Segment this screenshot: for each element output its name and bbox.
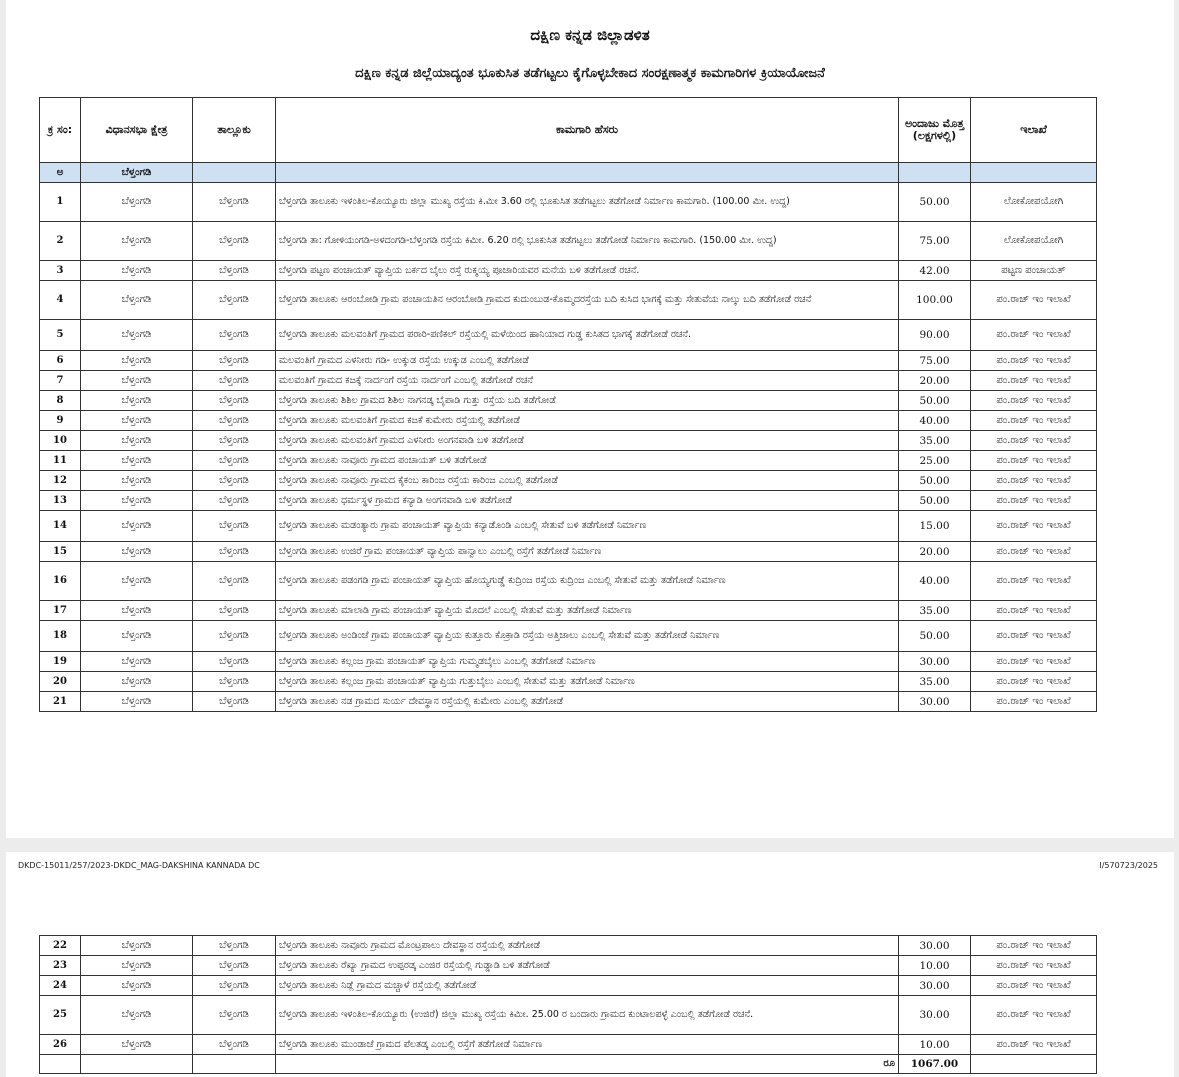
row-serial: 8 [40,391,81,411]
row-taluk: ಬೆಳ್ತಂಗಡಿ [193,672,276,692]
row-department: ಪಂ.ರಾಜ್ ಇಂ ಇಲಾಖೆ [971,652,1097,672]
row-serial: 21 [40,692,81,712]
row-taluk: ಬೆಳ್ತಂಗಡಿ [193,652,276,672]
row-amount: 15.00 [899,511,971,542]
works-table-continued [39,935,1097,1074]
row-amount: 10.00 [899,1035,971,1055]
row-taluk: ಬೆಳ್ತಂಗಡಿ [193,542,276,562]
table-header-row [40,98,1097,163]
row-serial: 20 [40,672,81,692]
row-constituency: ಬೆಳ್ತಂಗಡಿ [81,351,193,371]
header-amount: ಅಂದಾಜು ಮೊತ್ತ (ಲಕ್ಷಗಳಲ್ಲಿ) [899,98,971,163]
row-serial: 16 [40,562,81,601]
file-reference: DKDC-15011/257/2023-DKDC_MAG-DAKSHINA KANNADA DC [18,861,260,870]
total-label: ರೂ [276,1055,899,1074]
row-taluk: ಬೆಳ್ತಂಗಡಿ [193,976,276,996]
row-serial: 10 [40,431,81,451]
table-row [40,996,1097,1035]
row-serial: 17 [40,601,81,621]
table-row [40,351,1097,371]
table-row [40,371,1097,391]
row-department: ಪಟ್ಟಣ ಪಂಚಾಯತ್ [971,261,1097,281]
row-constituency: ಬೆಳ್ತಂಗಡಿ [81,471,193,491]
row-serial: 18 [40,621,81,652]
section-name: ಬೆಳ್ತಂಗಡಿ [81,163,193,183]
row-department: ಪಂ.ರಾಜ್ ಇಂ ಇಲಾಖೆ [971,692,1097,712]
table-row [40,562,1097,601]
row-taluk: ಬೆಳ್ತಂಗಡಿ [193,1035,276,1055]
row-work-name: ಬೆಳ್ತಂಗಡಿ ತಾಲೂಕು ಆರಂಬೋಡಿ ಗ್ರಾಮ ಪಂಚಾಯತಿನ ಆರಂಬೋಡಿ ಗ್ರಾಮದ ಕುದುಂಬುಡ-ಕೊಮ್ಮದರಸ್ತೆಯ ಬದಿ ಕುಸಿದ ಭಾಗಕ್ಕೆ ಮತ್ತು ಸೇತುವೆಯ ನಾಲ್ಕು ಬದಿ ತಡೆಗೋಡೆ ರಚನೆ [276,281,899,320]
table-row [40,621,1097,652]
row-constituency: ಬೆಳ್ತಂಗಡಿ [81,562,193,601]
row-department: ಪಂ.ರಾಜ್ ಇಂ ಇಲಾಖೆ [971,996,1097,1035]
row-taluk: ಬೆಳ್ತಂಗಡಿ [193,222,276,261]
row-department: ಪಂ.ರಾಜ್ ಇಂ ಇಲಾಖೆ [971,471,1097,491]
table-row [40,183,1097,222]
row-taluk: ಬೆಳ್ತಂಗಡಿ [193,183,276,222]
row-serial: 25 [40,996,81,1035]
row-constituency: ಬೆಳ್ತಂಗಡಿ [81,411,193,431]
table-row [40,471,1097,491]
row-work-name: ಬೆಳ್ತಂಗಡಿ ತಾಲೂಕು ಮಲವಂತಿಗೆ ಗ್ರಾಮದ ಎಳನೀರು ಅಂಗನವಾಡಿ ಬಳಿ ತಡೆಗೋಡೆ [276,431,899,451]
row-amount: 50.00 [899,183,971,222]
row-constituency: ಬೆಳ್ತಂಗಡಿ [81,601,193,621]
row-serial: 6 [40,351,81,371]
row-department: ಪಂ.ರಾಜ್ ಇಂ ಇಲಾಖೆ [971,562,1097,601]
header-sl: ಕ್ರ ಸಂ: [40,98,81,163]
row-amount: 75.00 [899,222,971,261]
section-empty-cell [971,163,1097,183]
row-amount: 90.00 [899,320,971,351]
table-row [40,692,1097,712]
row-constituency: ಬೆಳ್ತಂಗಡಿ [81,391,193,411]
row-work-name: ಬೆಳ್ತಂಗಡಿ ತಾಲೂಕು ಮಲವಂತಿಗೆ ಗ್ರಾಮದ ಪರಾರಿ-ಪಣಿಕಲ್ ರಸ್ತೆಯಲ್ಲಿ ಮಳೆಯಿಂದ ಹಾನಿಯಾದ ಗುಡ್ಡ ಕುಸಿತದ ಭಾಗಕ್ಕೆ ತಡೆಗೋಡೆ ರಚನೆ. [276,320,899,351]
table-row [40,281,1097,320]
document-title: ದಕ್ಷಿಣ ಕನ್ನಡ ಜಿಲ್ಲಾಡಳಿತ [530,26,650,44]
row-taluk: ಬೆಳ್ತಂಗಡಿ [193,451,276,471]
row-work-name: ಬೆಳ್ತಂಗಡಿ ತಾ: ಗೋಳಿಯಂಗಡಿ-ಅಳದಂಗಡಿ-ಬೆಳ್ತಂಗಡಿ ರಸ್ತೆಯ ಕಿಮೀ. 6.20 ರಲ್ಲಿ ಭೂಕುಸಿತ ತಡೆಗಟ್ಟಲು ತಡೆಗೋಡೆ ನಿರ್ಮಾಣ ಕಾಮಗಾರಿ. (150.00 ಮೀ. ಉದ್ದ) [276,222,899,261]
table-row [40,222,1097,261]
row-amount: 20.00 [899,542,971,562]
row-taluk: ಬೆಳ್ತಂಗಡಿ [193,562,276,601]
row-serial: 2 [40,222,81,261]
row-constituency: ಬೆಳ್ತಂಗಡಿ [81,371,193,391]
row-amount: 100.00 [899,281,971,320]
header-work: ಕಾಮಗಾರಿ ಹೆಸರು [276,98,899,163]
section-empty-cell [276,163,899,183]
row-department: ಪಂ.ರಾಜ್ ಇಂ ಇಲಾಖೆ [971,371,1097,391]
row-department: ಲೋಕೋಪಯೋಗಿ [971,222,1097,261]
row-department: ಪಂ.ರಾಜ್ ಇಂ ಇಲಾಖೆ [971,411,1097,431]
total-row [40,1055,1097,1074]
works-table [39,97,1097,712]
row-constituency: ಬೆಳ್ತಂಗಡಿ [81,996,193,1035]
row-amount: 40.00 [899,562,971,601]
row-work-name: ಮಲವಂತಿಗೆ ಗ್ರಾಮದ ಕಜಕ್ಕೆ ನಾರ್ದಂಗೆ ರಸ್ತೆಯ ನಾರ್ದಂಗೆ ಎಂಬಲ್ಲಿ ತಡೆಗೋಡೆ ರಚನೆ [276,371,899,391]
row-taluk: ಬೆಳ್ತಂಗಡಿ [193,511,276,542]
row-constituency: ಬೆಳ್ತಂಗಡಿ [81,222,193,261]
row-work-name: ಬೆಳ್ತಂಗಡಿ ತಾಲೂಕು ನಾವೂರು ಗ್ರಾಮದ ಕೈಕಂಬ ಕಾರಿಂಜ ರಸ್ತೆಯ ಕಾರಿಂಜ ಎಂಬಲ್ಲಿ ತಡೆಗೋಡೆ [276,471,899,491]
section-label: ಅ [40,163,81,183]
row-amount: 30.00 [899,976,971,996]
row-constituency: ಬೆಳ್ತಂಗಡಿ [81,183,193,222]
section-row [40,163,1097,183]
header-dept: ಇಲಾಖೆ [971,98,1097,163]
row-serial: 26 [40,1035,81,1055]
row-work-name: ಬೆಳ್ತಂಗಡಿ ತಾಲೂಕು ಇಳಂತಿಲ-ಕೊಯ್ಯೂರು (ಉಜಿರೆ) ಜಿಲ್ಲಾ ಮುಖ್ಯ ರಸ್ತೆಯ ಕಿಮೀ. 25.00 ರ ಬಂದಾರು ಗ್ರಾಮದ ಕುಂಟಾಲಪಳ್ಳೆ ಎಂಬಲ್ಲಿ ತಡೆಗೋಡೆ ರಚನೆ. [276,996,899,1035]
row-amount: 50.00 [899,621,971,652]
table-row [40,652,1097,672]
row-constituency: ಬೆಳ್ತಂಗಡಿ [81,976,193,996]
row-amount: 40.00 [899,411,971,431]
row-taluk: ಬೆಳ್ತಂಗಡಿ [193,996,276,1035]
row-taluk: ಬೆಳ್ತಂಗಡಿ [193,371,276,391]
table-row [40,431,1097,451]
table-row [40,411,1097,431]
document-page-2 [6,852,1174,1077]
row-department: ಪಂ.ರಾಜ್ ಇಂ ಇಲಾಖೆ [971,491,1097,511]
row-work-name: ಬೆಳ್ತಂಗಡಿ ತಾಲೂಕು ಧರ್ಮಸ್ಥಳ ಗ್ರಾಮದ ಕನ್ಯಾಡಿ ಅಂಗನವಾಡಿ ಬಳಿ ತಡೆಗೋಡೆ [276,491,899,511]
row-serial: 1 [40,183,81,222]
row-serial: 7 [40,371,81,391]
row-department: ಪಂ.ರಾಜ್ ಇಂ ಇಲಾಖೆ [971,320,1097,351]
row-constituency: ಬೆಳ್ತಂಗಡಿ [81,542,193,562]
table-row [40,1035,1097,1055]
row-taluk: ಬೆಳ್ತಂಗಡಿ [193,351,276,371]
row-taluk: ಬೆಳ್ತಂಗಡಿ [193,391,276,411]
row-serial: 4 [40,281,81,320]
row-work-name: ಬೆಳ್ತಂಗಡಿ ತಾಲೂಕು ನಿಡ್ಲೆ ಗ್ರಾಮದ ಮಚ್ಚಾಳೆ ರಸ್ತೆಯಲ್ಲಿ ತಡೆಗೋಡೆ [276,976,899,996]
row-amount: 50.00 [899,471,971,491]
document-page-1 [6,0,1174,838]
row-serial: 5 [40,320,81,351]
row-work-name: ಬೆಳ್ತಂಗಡಿ ತಾಲೂಕು ಉಜಿರೆ ಗ್ರಾಮ ಪಂಚಾಯತ್ ವ್ಯಾಪ್ತಿಯ ಪಾನ್ವಾಲು ಎಂಬಲ್ಲಿ ರಸ್ತೆಗೆ ತಡೆಗೋಡೆ ನಿರ್ಮಾಣ [276,542,899,562]
row-work-name: ಬೆಳ್ತಂಗಡಿ ತಾಲೂಕು ಪಡಂಗಡಿ ಗ್ರಾಮ ಪಂಚಾಯತ್ ವ್ಯಾಪ್ತಿಯ ಹೊಯ್ಯಗುಡ್ಡೆ ಕುದ್ರಿಂಜ ರಸ್ತೆಯ ಕುದ್ರಿಂಜ ಎಂಬಲ್ಲಿ ಸೇತುವೆ ಮತ್ತು ತಡೆಗೋಡೆ ನಿರ್ಮಾಣ [276,562,899,601]
row-department: ಪಂ.ರಾಜ್ ಇಂ ಇಲಾಖೆ [971,511,1097,542]
row-serial: 9 [40,411,81,431]
row-constituency: ಬೆಳ್ತಂಗಡಿ [81,261,193,281]
table-row [40,391,1097,411]
header-taluk: ತಾಲ್ಲೂಕು [193,98,276,163]
section-empty-cell [899,163,971,183]
row-work-name: ಬೆಳ್ತಂಗಡಿ ತಾಲೂಕು ಕಲ್ಲಂಜ ಗ್ರಾಮ ಪಂಚಾಯತ್ ವ್ಯಾಪ್ತಿಯ ಗುತ್ತುಬೈಲು ಎಂಬಲ್ಲಿ ಸೇತುವೆ ಮತ್ತು ತಡೆಗೋಡೆ ನಿರ್ಮಾಣ [276,672,899,692]
total-amount: 1067.00 [899,1055,971,1074]
row-department: ಪಂ.ರಾಜ್ ಇಂ ಇಲಾಖೆ [971,621,1097,652]
row-amount: 50.00 [899,391,971,411]
table-row [40,672,1097,692]
row-amount: 20.00 [899,371,971,391]
row-taluk: ಬೆಳ್ತಂಗಡಿ [193,320,276,351]
row-serial: 3 [40,261,81,281]
row-serial: 15 [40,542,81,562]
row-work-name: ಬೆಳ್ತಂಗಡಿ ತಾಲೂಕು ಮಡಂತ್ಯಾರು ಗ್ರಾಮ ಪಂಚಾಯತ್ ವ್ಯಾಪ್ತಿಯ ಕನ್ಯಾಡೊಂಡಿ ಎಂಬಲ್ಲಿ ಸೇತುವೆ ಬಳಿ ತಡೆಗೋಡೆ ನಿರ್ಮಾಣ [276,511,899,542]
row-serial: 19 [40,652,81,672]
row-serial: 24 [40,976,81,996]
row-constituency: ಬೆಳ್ತಂಗಡಿ [81,511,193,542]
row-amount: 30.00 [899,692,971,712]
row-taluk: ಬೆಳ್ತಂಗಡಿ [193,431,276,451]
row-department: ಪಂ.ರಾಜ್ ಇಂ ಇಲಾಖೆ [971,1035,1097,1055]
row-taluk: ಬೆಳ್ತಂಗಡಿ [193,471,276,491]
row-work-name: ಬೆಳ್ತಂಗಡಿ ತಾಲೂಕು ಮಲವಂತಿಗೆ ಗ್ರಾಮದ ಕಜಕೆ ಕುಮೇರು ರಸ್ತೆಯಲ್ಲಿ ತಡೆಗೋಡೆ [276,411,899,431]
header-constituency: ವಿಧಾನಸಭಾ ಕ್ಷೇತ್ರ [81,98,193,163]
row-work-name: ಬೆಳ್ತಂಗಡಿ ತಾಲೂಕು ಶಿಶಿಲ ಗ್ರಾಮದ ಶಿಶಿಲ ನಾಗನಡ್ಕ ಬೈಪಾಡಿ ಗುತ್ತು ರಸ್ತೆಯ ಬದಿ ತಡೆಗೋಡೆ [276,391,899,411]
row-taluk: ಬೆಳ್ತಂಗಡಿ [193,601,276,621]
row-amount: 30.00 [899,936,971,956]
inward-number: I/570723/2025 [1099,861,1158,870]
row-taluk: ಬೆಳ್ತಂಗಡಿ [193,956,276,976]
row-work-name: ಬೆಳ್ತಂಗಡಿ ತಾಲೂಕು ನಾವೂರು ಗ್ರಾಮದ ಮೊಂಟ್ರಪಾಲು ದೇವಸ್ಥಾನ ರಸ್ತೆಯಲ್ಲಿ ತಡೆಗೋಡೆ [276,936,899,956]
row-taluk: ಬೆಳ್ತಂಗಡಿ [193,621,276,652]
row-department: ಪಂ.ರಾಜ್ ಇಂ ಇಲಾಖೆ [971,281,1097,320]
row-amount: 30.00 [899,996,971,1035]
table-row [40,936,1097,956]
row-constituency: ಬೆಳ್ತಂಗಡಿ [81,320,193,351]
row-department: ಪಂ.ರಾಜ್ ಇಂ ಇಲಾಖೆ [971,672,1097,692]
row-serial: 23 [40,956,81,976]
row-department: ಪಂ.ರಾಜ್ ಇಂ ಇಲಾಖೆ [971,542,1097,562]
row-work-name: ಬೆಳ್ತಂಗಡಿ ತಾಲೂಕು ರೆಖ್ಯಾ ಗ್ರಾಮದ ಉಪ್ಪರಡ್ಕ ಎಂಜಿರ ರಸ್ತೆಯಲ್ಲಿ ಗುಡ್ಡಾಡಿ ಬಳಿ ತಡೆಗೋಡೆ [276,956,899,976]
row-department: ಪಂ.ರಾಜ್ ಇಂ ಇಲಾಖೆ [971,601,1097,621]
row-amount: 42.00 [899,261,971,281]
row-serial: 22 [40,936,81,956]
row-work-name: ಬೆಳ್ತಂಗಡಿ ತಾಲೂಕು ಮುಂಡಾಜೆ ಗ್ರಾಮದ ಪೆಲತಡ್ಕ ಎಂಬಲ್ಲಿ ರಸ್ತೆಗೆ ತಡೆಗೋಡೆ ನಿರ್ಮಾಣ [276,1035,899,1055]
table-row [40,451,1097,471]
row-amount: 75.00 [899,351,971,371]
table-row [40,261,1097,281]
row-constituency: ಬೆಳ್ತಂಗಡಿ [81,281,193,320]
section-empty-cell [193,163,276,183]
row-serial: 13 [40,491,81,511]
document-subtitle: ದಕ್ಷಿಣ ಕನ್ನಡ ಜಿಲ್ಲೆಯಾದ್ಯಂತ ಭೂಕುಸಿತ ತಡೆಗಟ್ಟಲು ಕೈಗೊಳ್ಳಬೇಕಾದ ಸಂರಕ್ಷಣಾತ್ಮಕ ಕಾಮಗಾರಿಗಳ ಕ್ರಿಯಾಯೋಜನೆ [355,66,825,81]
row-department: ಪಂ.ರಾಜ್ ಇಂ ಇಲಾಖೆ [971,431,1097,451]
table-row [40,511,1097,542]
table-row [40,542,1097,562]
row-taluk: ಬೆಳ್ತಂಗಡಿ [193,281,276,320]
row-taluk: ಬೆಳ್ತಂಗಡಿ [193,491,276,511]
row-amount: 35.00 [899,601,971,621]
row-work-name: ಬೆಳ್ತಂಗಡಿ ತಾಲೂಕು ನಡ ಗ್ರಾಮದ ಸುರ್ಯ ದೇವಸ್ಥಾನ ರಸ್ತೆಯಲ್ಲಿ ಕುಮೇರು ಎಂಬಲ್ಲಿ ತಡೆಗೋಡೆ [276,692,899,712]
row-amount: 30.00 [899,652,971,672]
row-work-name: ಮಲವಂತಿಗೆ ಗ್ರಾಮದ ಎಳನೀರು ಗಡಿ- ಉಕ್ಕುಡ ರಸ್ತೆಯ ಉಕ್ಕುಡ ಎಂಬಲ್ಲಿ ತಡೆಗೋಡೆ [276,351,899,371]
row-serial: 12 [40,471,81,491]
row-amount: 25.00 [899,451,971,471]
row-constituency: ಬೆಳ್ತಂಗಡಿ [81,692,193,712]
row-serial: 14 [40,511,81,542]
row-constituency: ಬೆಳ್ತಂಗಡಿ [81,621,193,652]
table-row [40,976,1097,996]
row-work-name: ಬೆಳ್ತಂಗಡಿ ತಾಲೂಕು ಅಂಡಿಂಜೆ ಗ್ರಾಮ ಪಂಚಾಯತ್ ವ್ಯಾಪ್ತಿಯ ಕುತ್ತೂರು ಕೊಕ್ರಾಡಿ ರಸ್ತೆಯ ಅತ್ತಿಜಾಲು ಎಂಬಲ್ಲಿ ಸೇತುವೆ ಮತ್ತು ತಡೆಗೋಡೆ ನಿರ್ಮಾಣ [276,621,899,652]
row-constituency: ಬೆಳ್ತಂಗಡಿ [81,431,193,451]
row-taluk: ಬೆಳ್ತಂಗಡಿ [193,692,276,712]
row-amount: 35.00 [899,431,971,451]
total-empty-cell [81,1055,193,1074]
row-work-name: ಬೆಳ್ತಂಗಡಿ ತಾಲೂಕು ನಾವೂರು ಗ್ರಾಮದ ಪಂಚಾಯತ್ ಬಳಿ ತಡೆಗೋಡೆ [276,451,899,471]
row-work-name: ಬೆಳ್ತಂಗಡಿ ತಾಲೂಕು ಮಾಲಾಡಿ ಗ್ರಾಮ ಪಂಚಾಯತ್ ವ್ಯಾಪ್ತಿಯ ಮೊದಲೆ ಎಂಬಲ್ಲಿ ಸೇತುವೆ ಮತ್ತು ತಡೆಗೋಡೆ ನಿರ್ಮಾಣ [276,601,899,621]
row-constituency: ಬೆಳ್ತಂಗಡಿ [81,672,193,692]
row-taluk: ಬೆಳ್ತಂಗಡಿ [193,936,276,956]
row-constituency: ಬೆಳ್ತಂಗಡಿ [81,936,193,956]
row-department: ಪಂ.ರಾಜ್ ಇಂ ಇಲಾಖೆ [971,976,1097,996]
row-constituency: ಬೆಳ್ತಂಗಡಿ [81,451,193,471]
total-empty-cell [40,1055,81,1074]
row-constituency: ಬೆಳ್ತಂಗಡಿ [81,652,193,672]
row-department: ಪಂ.ರಾಜ್ ಇಂ ಇಲಾಖೆ [971,451,1097,471]
row-work-name: ಬೆಳ್ತಂಗಡಿ ಪಟ್ಟಣ ಪಂಚಾಯತ್ ವ್ಯಾಪ್ತಿಯ ಬರ್ಕದ ಬೈಲು ರಸ್ತೆ ರುಕ್ಮಯ್ಯ ಪೂಜಾರಿಯವರ ಮನೆಯ ಬಳಿ ತಡೆಗೋಡೆ ರಚನೆ. [276,261,899,281]
table-row [40,601,1097,621]
row-department: ಪಂ.ರಾಜ್ ಇಂ ಇಲಾಖೆ [971,351,1097,371]
row-constituency: ಬೆಳ್ತಂಗಡಿ [81,956,193,976]
row-taluk: ಬೆಳ್ತಂಗಡಿ [193,261,276,281]
row-constituency: ಬೆಳ್ತಂಗಡಿ [81,1035,193,1055]
table-row [40,320,1097,351]
row-amount: 10.00 [899,956,971,976]
row-amount: 35.00 [899,672,971,692]
row-amount: 50.00 [899,491,971,511]
row-department: ಲೋಕೋಪಯೋಗಿ [971,183,1097,222]
row-taluk: ಬೆಳ್ತಂಗಡಿ [193,411,276,431]
row-department: ಪಂ.ರಾಜ್ ಇಂ ಇಲಾಖೆ [971,936,1097,956]
row-work-name: ಬೆಳ್ತಂಗಡಿ ತಾಲೂಕು ಕಲ್ಲಂಜ ಗ್ರಾಮ ಪಂಚಾಯತ್ ವ್ಯಾಪ್ತಿಯ ಗುಮ್ಮಡಬೈಲು ಎಂಬಲ್ಲಿ ತಡೆಗೋಡೆ ನಿರ್ಮಾಣ [276,652,899,672]
table-row [40,956,1097,976]
row-department: ಪಂ.ರಾಜ್ ಇಂ ಇಲಾಖೆ [971,956,1097,976]
row-department: ಪಂ.ರಾಜ್ ಇಂ ಇಲಾಖೆ [971,391,1097,411]
total-empty-cell [193,1055,276,1074]
row-constituency: ಬೆಳ್ತಂಗಡಿ [81,491,193,511]
table-row [40,491,1097,511]
total-empty-cell [971,1055,1097,1074]
row-serial: 11 [40,451,81,471]
row-work-name: ಬೆಳ್ತಂಗಡಿ ತಾಲೂಕು ಇಳಂತಿಲ-ಕೊಯ್ಯೂರು ಜಿಲ್ಲಾ ಮುಖ್ಯ ರಸ್ತೆಯ ಕಿ.ಮೀ 3.60 ರಲ್ಲಿ ಭೂಕುಸಿತ ತಡೆಗಟ್ಟಲು ತಡೆಗೋಡೆ ನಿರ್ಮಾಣ ಕಾಮಗಾರಿ. (100.00 ಮೀ. ಉದ್ದ) [276,183,899,222]
